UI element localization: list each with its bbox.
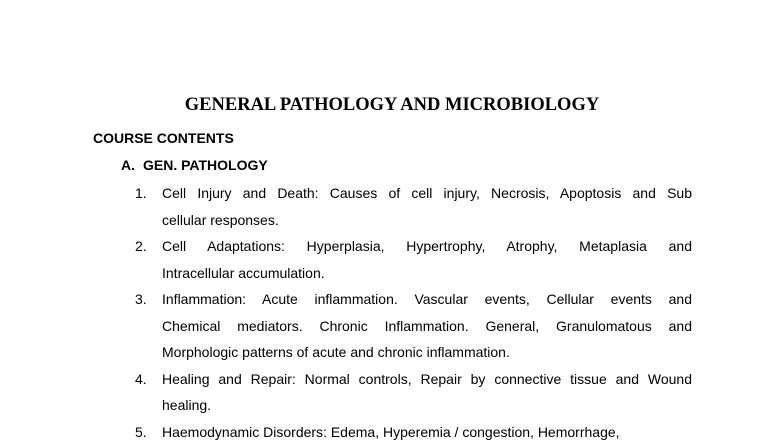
- list-item-number: 2.: [135, 238, 147, 254]
- list-item-text-line: Cell Adaptations: Hyperplasia, Hypertrophy, Atrophy, Metaplasia and: [162, 238, 692, 254]
- list-item-text-line: Haemodynamic Disorders: Edema, Hyperemia / congestion, Hemorrhage,: [162, 423, 620, 440]
- list-item-number: 4.: [135, 370, 147, 387]
- topic-list: [135, 180, 692, 441]
- list-item-text-line: healing.: [162, 397, 212, 413]
- list-item: [135, 419, 692, 441]
- list-item: [135, 366, 692, 419]
- list-item-text-line: Chemical mediators. Chronic Inflammation. General, Granulomatous and: [162, 317, 692, 334]
- list-item-number: 1.: [135, 185, 147, 201]
- list-item-number: 5.: [135, 423, 147, 440]
- list-item-text-line: Healing and Repair: Normal controls, Repair by connective tissue and Wound: [162, 370, 692, 387]
- list-item-number: 3.: [135, 291, 147, 307]
- list-item-text-line: cellular responses.: [162, 211, 279, 228]
- list-item-text-line: Inflammation: Acute inflammation. Vascular events, Cellular events and: [162, 291, 692, 307]
- section-title: GEN. PATHOLOGY: [143, 157, 268, 173]
- list-item-text-line: Morphologic patterns of acute and chronic inflammation.: [162, 344, 510, 360]
- section-heading: [121, 156, 268, 174]
- list-item: [135, 233, 692, 286]
- document-title: GENERAL PATHOLOGY AND MICROBIOLOGY: [184, 95, 600, 115]
- list-item-text-line: Cell Injury and Death: Causes of cell injury, Necrosis, Apoptosis and Sub: [162, 185, 692, 201]
- list-item-text-line: Intracellular accumulation.: [162, 264, 325, 281]
- section-marker: A.: [121, 157, 135, 173]
- course-contents-heading: COURSE CONTENTS: [93, 130, 234, 146]
- list-item: [135, 286, 692, 366]
- list-item: [135, 180, 692, 233]
